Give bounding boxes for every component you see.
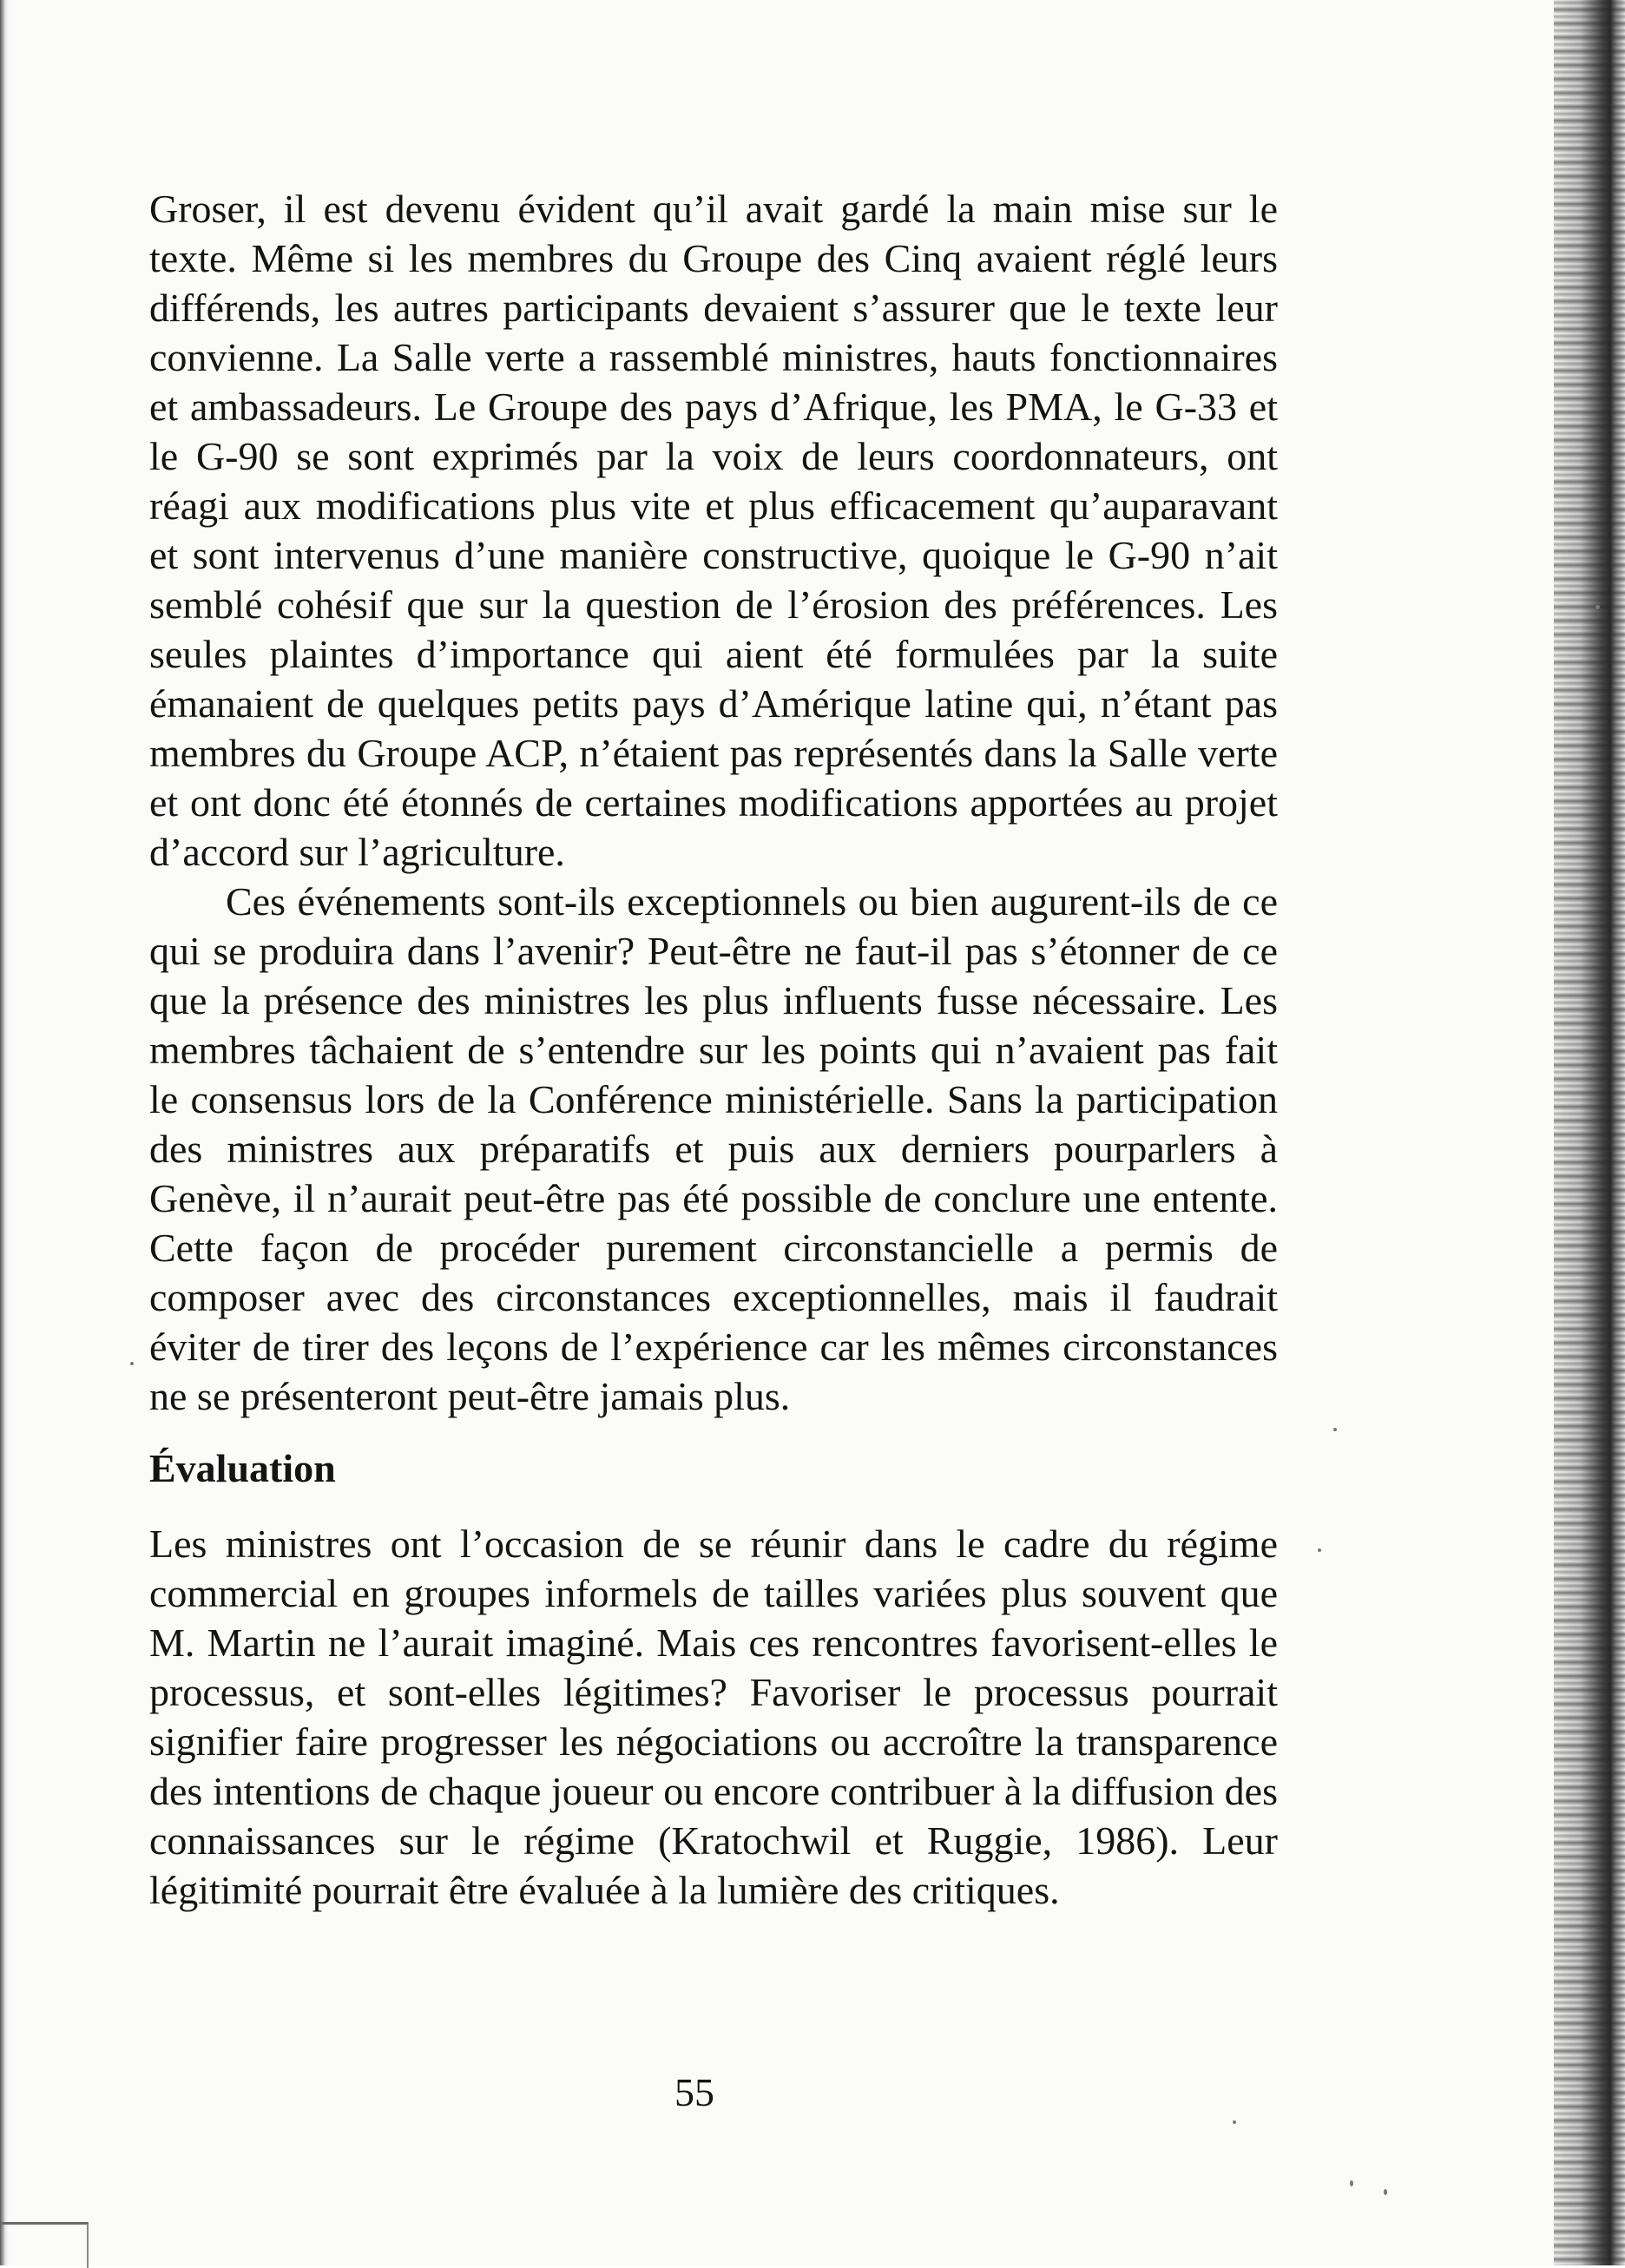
body-text	[149, 184, 1278, 1915]
section-heading: Évaluation	[149, 1446, 336, 1490]
scan-shadow-edge	[1554, 0, 1625, 2265]
paragraph-2: Ces événements sont-ils exceptionnels ou bien augurent-ils de ce qui se produira dans l’avenir? Peut-être ne faut-il pas s’étonner de ce que la présence des ministres les plus influents fusse nécessaire. Les membres tâchaient de s’entendre sur les points qui n’avaient pas fait le consensus lors de la Conférence ministérielle. Sans la participation des ministres aux préparatifs et puis aux derniers pourparlers à Genève, il n’aurait peut-être pas été possible de conclure une entente. Cette façon de procéder purement circonstancielle a permis de composer avec des circonstances exceptionnelles, mais il faudrait éviter de tirer des leçons de l’expérience car les mêmes circonstances ne se présenteront peut-être jamais plus.	[149, 879, 1278, 1418]
binding-edge	[0, 0, 9, 2265]
paragraph-1: Groser, il est devenu évident qu’il avait gardé la main mise sur le texte. Même si les membres du Groupe des Cinq avaient réglé leurs différends, les autres participants devaient s’assurer que le texte leur convienne. La Salle verte a rassemblé ministres, hauts fonctionnaires et ambassadeurs. Le Groupe des pays d’Afrique, les PMA, le G-33 et le G-90 se sont exprimés par la voix de leurs coordonnateurs, ont réagi aux modifications plus vite et plus efficacement qu’auparavant et sont intervenus d’une manière constructive, quoique le G-90 n’ait semblé cohésif que sur la question de l’érosion des préférences. Les seules plaintes d’importance qui aient été formulées par la suite émanaient de quelques petits pays d’Amérique latine qui, n’étant pas membres du Groupe ACP, n’étaient pas représentés dans la Salle verte et ont donc été étonnés de certaines modifications apportées au projet d’accord sur l’agriculture.	[149, 187, 1278, 874]
paragraph-3: Les ministres ont l’occasion de se réunir dans le cadre du régime commercial en groupes informels de tailles variées plus souvent que M. Martin ne l’aurait imaginé. Mais ces rencontres favorisent-elles le processus, et sont-elles légitimes? Favoriser le processus pourrait signifier faire progresser les négociations ou accroître la transparence des intentions de chaque joueur ou encore contribuer à la diffusion des connaissances sur le régime (Kratochwil et Ruggie, 1986). Leur légitimité pourrait être évaluée à la lumière des critiques.	[149, 1522, 1278, 1912]
binding-corner	[0, 2222, 89, 2268]
page-number: 55	[674, 2070, 714, 2114]
